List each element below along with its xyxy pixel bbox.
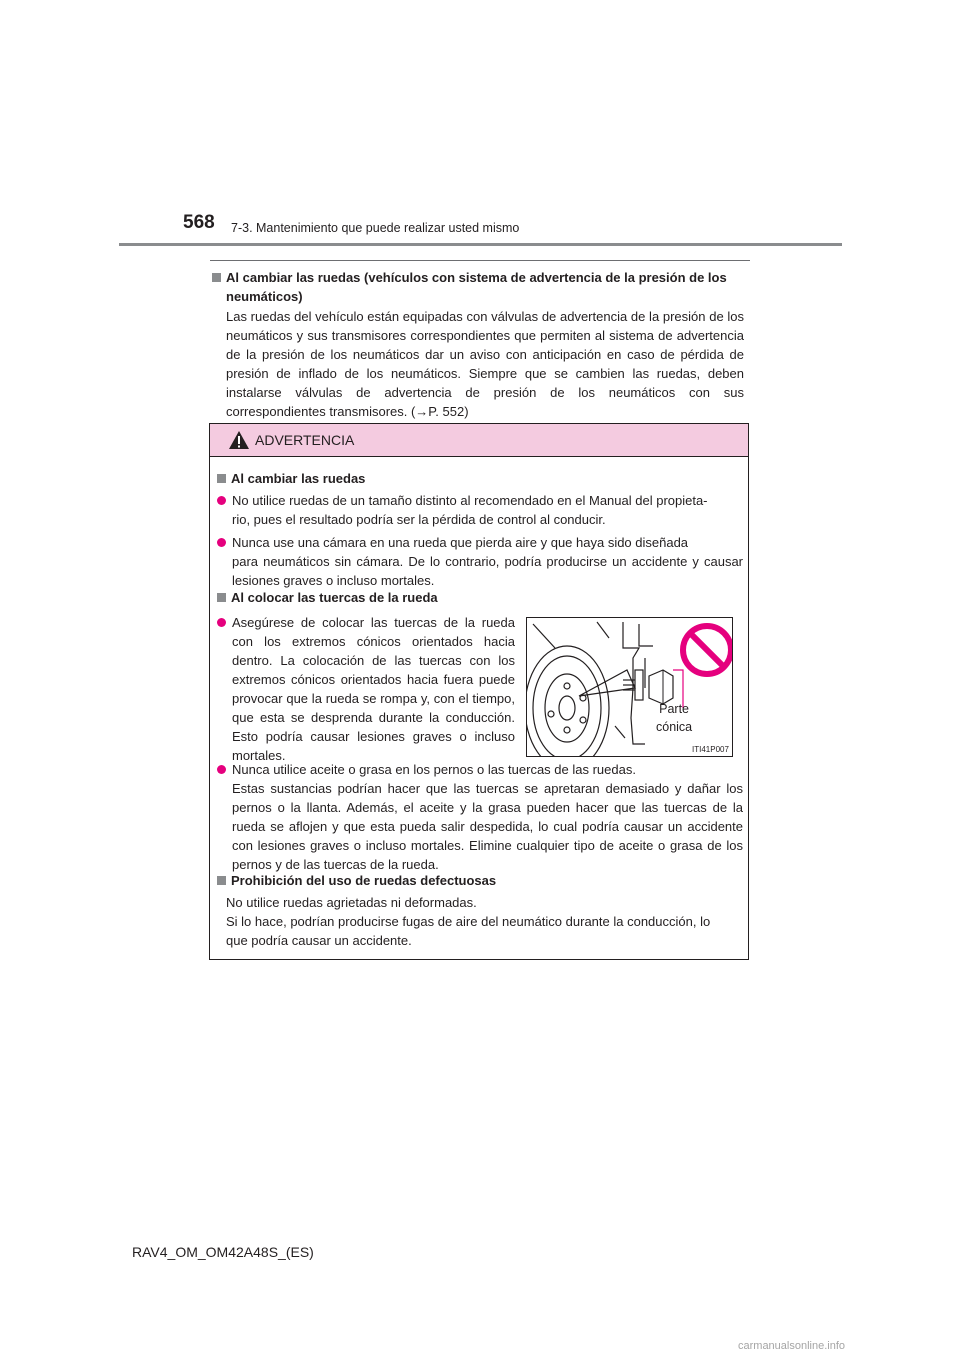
bullet-dot-icon bbox=[217, 496, 226, 505]
text-line2: Si lo hace, podrían producirse fugas de aire del neumático durante la conducción, lo bbox=[226, 914, 711, 929]
footer-model-code: RAV4_OM_OM42A48S_(ES) bbox=[132, 1244, 314, 1260]
warning-header bbox=[210, 424, 748, 457]
warning-title: ADVERTENCIA bbox=[255, 432, 355, 448]
square-bullet-icon bbox=[217, 876, 226, 885]
warning-triangle-icon bbox=[228, 430, 250, 450]
warning-box bbox=[209, 423, 749, 960]
warning-item-camara bbox=[217, 533, 743, 590]
intro-heading-line2: neumáticos) bbox=[226, 289, 303, 304]
bullet-dot-icon bbox=[217, 618, 226, 627]
figure-label-line1: Parte bbox=[659, 702, 690, 716]
bullet-dot-icon bbox=[217, 765, 226, 774]
warning-heading-tuercas bbox=[217, 588, 438, 607]
bullet-dot-icon bbox=[217, 538, 226, 547]
heading-text: Al colocar las tuercas de la rueda bbox=[231, 590, 438, 605]
warning-heading-defectuosas bbox=[217, 871, 496, 890]
item-text: No utilice ruedas de un tamaño distinto al recomendado en el Manual del propieta- bbox=[232, 493, 708, 508]
item-text: Nunca use una cámara en una rueda que pierda aire y que haya sido diseñada bbox=[232, 535, 689, 550]
heading-text: Al cambiar las ruedas bbox=[231, 471, 366, 486]
intro-heading bbox=[212, 268, 750, 306]
intro-rule bbox=[210, 260, 750, 261]
item-text-cont: Estas sustancias podrían hacer que las tuercas se apretaran demasiado y dañar los pernos o la llanta. Además, el aceite y la grasa pueden hacer que las tuercas de la rueda se aflojen y que esta pueda salir despedida, lo cual podría causar un accidente con lesiones graves o incluso mortales. Elimine cualquier tipo de aceite o grasa de los pernos y de las tuercas de la rueda. bbox=[232, 781, 743, 872]
warning-item-conicos bbox=[217, 613, 515, 765]
warning-defectuosas-text bbox=[226, 893, 746, 950]
warning-heading-ruedas bbox=[217, 469, 365, 488]
item-text: Asegúrese de colocar las tuercas de la rueda con los extremos cónicos orientados hacia dentro. La colocación de las tuercas con los extremos cónicos orientados hacia fuera puede provocar que la rueda se rompa y, con el tiempo, que esta se desprenda durante la conducción. Esto podría causar lesiones graves o incluso mortales. bbox=[232, 615, 515, 763]
header-rule bbox=[119, 243, 842, 246]
intro-heading-line1: Al cambiar las ruedas (vehículos con sistema de advertencia de la presión de los bbox=[226, 270, 727, 285]
heading-text: Prohibición del uso de ruedas defectuosas bbox=[231, 873, 497, 888]
intro-body: Las ruedas del vehículo están equipadas con válvulas de advertencia de la presión de los neumáticos y sus transmisores correspondientes que permiten al sistema de advertencia de la presión de los neumáticos dar un aviso con anticipación en caso de pérdida de presión de inflado de los neumáticos. Siempre que se cambien las ruedas, deben instalarse válvulas de advertencia de presión de los neumáticos con sus correspondientes transmisores. (→P. 552) bbox=[226, 309, 744, 419]
wheel-nut-illustration bbox=[527, 618, 732, 756]
item-text: Nunca utilice aceite o grasa en los pernos o las tuercas de las ruedas. bbox=[232, 762, 636, 777]
item-text-cont: para neumáticos sin cámara. De lo contrario, podría producirse un accidente y causar lesiones graves o incluso mortales. bbox=[232, 554, 743, 588]
warning-item-size bbox=[217, 491, 743, 529]
item-text-cont: rio, pues el resultado podría ser la pérdida de control al conducir. bbox=[232, 512, 606, 527]
square-bullet-icon bbox=[217, 474, 226, 483]
watermark: carmanualsonline.info bbox=[738, 1340, 846, 1352]
page-number: 568 bbox=[183, 212, 215, 233]
figure-label bbox=[656, 700, 692, 736]
warning-item-aceite bbox=[217, 760, 743, 874]
figure-label-line2: cónica bbox=[656, 720, 693, 734]
text-line3: que podría causar un accidente. bbox=[226, 933, 412, 948]
square-bullet-icon bbox=[217, 593, 226, 602]
wheel-nut-figure bbox=[526, 617, 733, 757]
section-title: 7-3. Mantenimiento que puede realizar usted mismo bbox=[231, 221, 520, 235]
square-bullet-icon bbox=[212, 273, 221, 282]
figure-code: ITI41P007 bbox=[692, 745, 729, 754]
text-line1: No utilice ruedas agrietadas ni deformadas. bbox=[226, 895, 477, 910]
